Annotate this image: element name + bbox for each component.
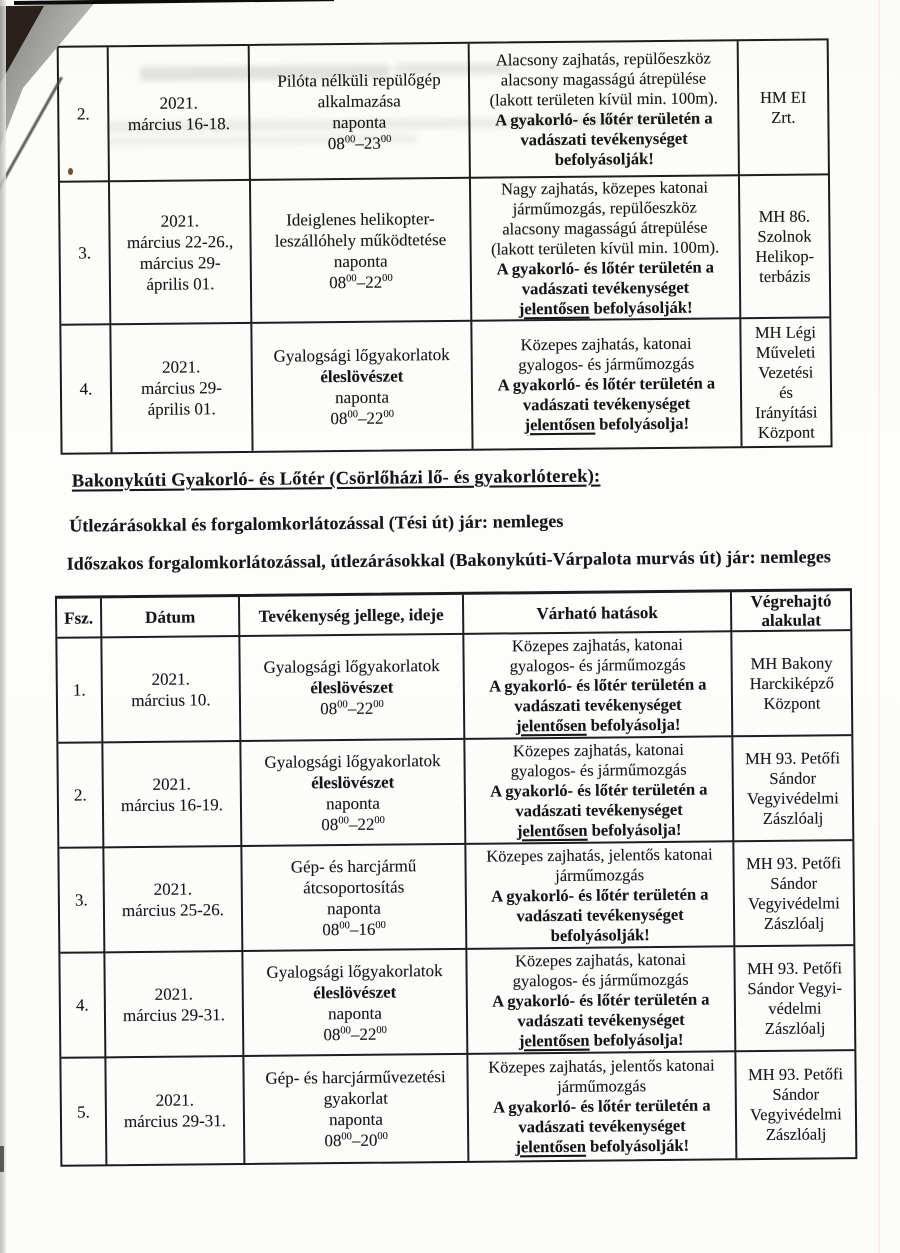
activity-cell [244, 1055, 469, 1163]
text-run: 08 [323, 1024, 341, 1044]
text-run: 16 [358, 919, 376, 939]
scan-speck [68, 168, 73, 175]
text-run: – [350, 1024, 360, 1044]
text-line: vadászati tevékenységet [514, 694, 682, 715]
text-line: naponta [332, 112, 387, 132]
row-number-cell [60, 182, 111, 325]
effects-cell [465, 737, 734, 845]
text-run: 08 [320, 699, 338, 719]
text-line: Szolnok [757, 226, 812, 246]
text-line: Ideiglenes helikopter- [286, 208, 435, 230]
text-line: 2. [73, 785, 87, 805]
text-run: 00 [347, 408, 359, 420]
text-run: – [349, 919, 359, 939]
text-line [524, 413, 689, 435]
text-line: 4. [75, 995, 89, 1015]
text-run: jelentősen [518, 1030, 590, 1050]
text-run: 00 [339, 919, 350, 931]
row-number-cell [59, 848, 105, 953]
text-line: (lakott területen kívül min. 100m). [490, 236, 720, 259]
text-run: – [347, 698, 357, 718]
text-line: éleslövészet [311, 772, 395, 792]
text-line: 2021. [162, 357, 201, 377]
text-run: 00 [346, 272, 357, 284]
unit-cell [733, 736, 852, 842]
text-line: leszállóhely működtetése [274, 229, 447, 251]
text-line: A gyakorló- és lőtér területén a [496, 256, 715, 279]
text-line: március 29-31. [122, 1004, 226, 1025]
text-line [517, 819, 682, 841]
unit-cell [740, 175, 829, 319]
text-line: 2021. [154, 983, 193, 1004]
text-line: Közepes zajhatás, jelentős katonai [486, 843, 713, 866]
effects-cell [464, 632, 733, 740]
text-line: Alacsony zajhatás, repülőeszköz [495, 47, 711, 70]
text-line: MH 86. [758, 206, 811, 226]
text-line: éleslövészet [310, 677, 394, 698]
text-line [324, 1130, 388, 1152]
text-line [323, 1023, 387, 1045]
text-line: vadászati tevékenységet [522, 393, 691, 414]
header-cell [732, 591, 850, 632]
text-line: A gyakorló- és lőtér területén a [490, 779, 708, 801]
row-number-cell [59, 47, 110, 182]
header-cell [240, 595, 464, 637]
text-line: Vezetési [758, 362, 814, 382]
text-line: Zászlóalj [762, 807, 824, 828]
date-cell [105, 952, 244, 1058]
text-line: Sándor [772, 1084, 820, 1104]
text-run: 08 [322, 919, 340, 939]
text-run: 08 [321, 814, 339, 834]
activity-cell [250, 44, 471, 181]
text-line: Közepes zajhatás, jelentős katonai [488, 1055, 715, 1077]
text-line: A gyakorló- és lőtér területén a [491, 884, 709, 906]
text-line: Gyalogsági lőgyakorlatok [263, 656, 440, 677]
text-line: A gyakorló- és lőtér területén a [495, 107, 713, 130]
text-line: Zrt. [771, 107, 796, 127]
text-run: befolyásolják! [585, 1135, 690, 1156]
text-line: 2021. [159, 92, 198, 113]
effects-cell [470, 41, 740, 179]
text-line [329, 271, 393, 293]
text-line: március 29- [140, 378, 222, 398]
text-run: jelentősen [515, 1136, 587, 1157]
text-line [515, 1136, 689, 1158]
text-line: éleslövészet [313, 982, 397, 1002]
text-run: befolyásolja! [589, 1029, 684, 1050]
text-run: 00 [344, 133, 356, 145]
text-run: 08 [324, 1131, 342, 1151]
text-run: 22 [365, 272, 383, 292]
text-run: 22 [366, 408, 384, 428]
unit-cell [741, 318, 830, 446]
text-line: 2021. [155, 1090, 195, 1110]
text-line: március 29-31. [123, 1111, 227, 1132]
row-number-cell [57, 638, 103, 743]
text-line: Zászlóalj [765, 1124, 827, 1144]
activity-cell [242, 845, 467, 952]
text-line: A gyakorló- és lőtér területén a [489, 674, 707, 696]
text-line: naponta [335, 387, 390, 407]
unit-cell [735, 946, 854, 1052]
text-run: 00 [377, 1130, 388, 1143]
text-run: 22 [357, 814, 375, 834]
text-line: Gyalogsági lőgyakorlatok [264, 750, 441, 772]
text-run: 00 [374, 814, 385, 826]
text-line: MH 93. Petőfi [746, 852, 842, 873]
text-line: MH 93. Petőfi [747, 957, 843, 978]
text-run: 00 [375, 919, 386, 931]
row-number-cell [58, 743, 104, 848]
text-line: A gyakorló- és lőtér területén a [492, 989, 710, 1011]
header-cell [57, 598, 102, 638]
text-line: terbázis [759, 266, 811, 286]
text-run: befolyásolja! [586, 714, 681, 735]
text-line [320, 698, 384, 720]
schedule-table-continuation [57, 38, 833, 454]
text-line: 2. [76, 104, 90, 124]
text-line: MH 93. Petőfi [745, 747, 841, 768]
text-line: (lakott területen kívül min. 100m). [489, 87, 718, 110]
text-run: 20 [360, 1130, 378, 1150]
text-line: és [779, 382, 793, 402]
text-line: április 01. [147, 399, 216, 419]
text-line: Gép- és harcjármű [290, 855, 417, 877]
text-line: vadászati tevékenységet [515, 799, 683, 820]
text-line: március 10. [131, 689, 211, 710]
text-line: gyalogos- és járműmozgás [512, 969, 689, 990]
scan-right-edge-streak [878, 0, 880, 1253]
text-run: 00 [376, 1024, 387, 1036]
unit-cell [736, 1051, 855, 1158]
text-line [328, 132, 392, 154]
text-run: befolyásolják! [589, 297, 693, 318]
text-line: védelmi [768, 997, 822, 1018]
text-line: 3. [74, 890, 88, 910]
text-line: befolyásolják! [554, 148, 654, 169]
unit-cell [739, 40, 828, 176]
text-line: MH Légi [754, 321, 816, 342]
unit-cell [734, 841, 853, 947]
text-run: 00 [373, 698, 384, 711]
text-run: 08 [330, 408, 348, 428]
date-cell [109, 46, 251, 182]
text-line: március 16-18. [127, 113, 230, 134]
text-line: 2021. [153, 878, 192, 899]
text-line: vadászati tevékenységet [517, 1009, 685, 1030]
text-line [516, 714, 681, 736]
text-line: Központ [757, 421, 815, 442]
text-line: alkalmazása [317, 90, 401, 111]
text-line: A gyakorló- és lőtér területén a [493, 1095, 711, 1117]
text-run: 00 [337, 699, 348, 711]
text-line: alacsony magasságú átrepülése [502, 217, 708, 238]
text-line: vadászati tevékenységet [518, 1115, 686, 1137]
text-line: Közepes zajhatás, katonai [520, 333, 692, 354]
text-line: Várható hatások [536, 602, 658, 623]
text-line: A gyakorló- és lőtér területén a [497, 372, 716, 395]
text-run: befolyásolja! [595, 413, 690, 434]
text-line: naponta [326, 898, 381, 918]
text-run: 00 [338, 814, 349, 826]
text-line: Közepes zajhatás, katonai [511, 634, 683, 655]
text-line: vadászati tevékenységet [520, 128, 688, 149]
text-line: MH Bakony [750, 652, 833, 673]
text-line: vadászati tevékenységet [516, 904, 684, 925]
text-line: Helikop- [755, 245, 815, 266]
schedule-table [55, 588, 857, 1167]
date-cell [102, 637, 241, 743]
text-line: járműmozgás [555, 864, 645, 885]
effects-cell [472, 319, 742, 449]
text-run: 00 [341, 1131, 352, 1143]
text-line: járműmozgás, repülőeszköz [512, 197, 697, 218]
text-run: 00 [382, 272, 393, 284]
text-line: Sándor [770, 872, 818, 893]
header-cell [464, 592, 732, 635]
text-run: – [348, 814, 358, 834]
text-line [321, 813, 385, 835]
text-line [330, 407, 394, 429]
text-run: 08 [329, 272, 347, 292]
text-line: Közepes zajhatás, katonai [512, 739, 684, 760]
text-run: – [357, 408, 367, 428]
row-number-cell [61, 325, 112, 452]
date-cell [106, 1057, 245, 1164]
header-cell [102, 597, 240, 638]
text-line: Műveleti [755, 341, 816, 362]
text-run: 22 [356, 698, 374, 718]
text-line: Gép- és harcjárművezetési [265, 1067, 446, 1088]
text-line: 5. [76, 1101, 90, 1122]
text-line: március 16-19. [120, 794, 224, 815]
text-line: Központ [763, 692, 821, 713]
text-run: jelentősen [518, 298, 590, 318]
text-line: Közepes zajhatás, katonai [514, 949, 686, 970]
text-line: Sándor Vegyi- [747, 977, 843, 998]
text-line: Pilóta nélküli repülőgép [277, 69, 441, 91]
row-number-cell [61, 1058, 107, 1164]
text-line: naponta [328, 1109, 383, 1130]
text-run: 08 [327, 133, 345, 153]
road-closure-note-2: Időszakos forgalomkorlátozással, útlezárásokkal (Bakonykúti-Várpalota murvás út) jár: nemleges [66, 546, 832, 574]
text-line: gyakorlat [323, 1088, 388, 1109]
text-run: – [356, 272, 366, 292]
activity-cell [241, 740, 466, 847]
activity-cell [240, 635, 465, 742]
text-run: – [351, 1130, 361, 1150]
text-run: 00 [383, 408, 395, 420]
activity-cell [251, 179, 472, 324]
date-cell [104, 847, 243, 953]
text-line: Zászlóalj [763, 912, 825, 933]
text-line: Nagy zajhatás, közepes katonai [500, 177, 709, 198]
text-line: Dátum [145, 606, 196, 627]
text-line: 1. [72, 680, 86, 700]
text-line: Sándor [769, 767, 817, 788]
text-line: 2021. [151, 669, 190, 689]
row-number-cell [60, 953, 106, 1058]
date-cell [111, 324, 253, 452]
text-line: HM EI [759, 87, 807, 107]
text-run: 00 [380, 133, 392, 145]
text-line: vadászati tevékenységet [521, 277, 690, 298]
text-line: éleslövészet [320, 365, 404, 386]
date-cell [110, 181, 252, 325]
text-run: 00 [340, 1024, 351, 1036]
text-line: járműmozgás [557, 1076, 647, 1096]
text-line: Gyalogsági lőgyakorlatok [273, 344, 450, 366]
text-line: Végrehajtó [750, 591, 832, 612]
effects-cell [466, 842, 735, 950]
text-line: március 22-26., [126, 231, 234, 252]
text-line [519, 297, 693, 319]
text-run: jelentősen [524, 414, 596, 434]
text-line: befolyásolják! [550, 924, 650, 945]
text-line: 2021. [160, 210, 200, 231]
scan-left-edge-strip [0, 0, 6, 1253]
text-line: Gyalogsági lőgyakorlatok [266, 960, 443, 982]
text-line: gyalogos- és járműmozgás [509, 654, 686, 675]
text-run: 22 [359, 1024, 377, 1044]
activity-cell [252, 322, 473, 451]
text-line: naponta [333, 251, 388, 271]
effects-cell [471, 176, 741, 322]
text-line: Vegyivédelmi [750, 1104, 842, 1125]
text-line: alacsony magasságú átrepülése [500, 68, 707, 89]
text-line [519, 1029, 684, 1051]
text-run: – [355, 133, 364, 153]
text-run: 23 [363, 133, 381, 153]
text-line: március 29- [139, 252, 221, 273]
date-cell [103, 742, 242, 848]
effects-cell [468, 1052, 737, 1161]
text-line: Vegyivédelmi [748, 892, 840, 913]
text-line: március 25-26. [121, 899, 225, 920]
text-line: 3. [78, 243, 92, 263]
text-line: MH 93. Petőfi [748, 1064, 844, 1085]
text-line: 4. [79, 379, 93, 399]
text-line: alakulat [761, 610, 822, 631]
text-line: gyalogos- és járműmozgás [510, 759, 687, 780]
effects-cell [467, 947, 736, 1055]
activity-cell [243, 950, 468, 1057]
text-line: Fsz. [64, 607, 94, 628]
section-heading: Bakonykúti Gyakorló- és Lőtér (Csörlőházi lő- és gyakorlóterek): [71, 466, 601, 492]
text-line: Vegyivédelmi [746, 787, 839, 808]
text-line [322, 918, 386, 940]
text-line: Zászlóalj [764, 1017, 826, 1038]
text-line: 2021. [152, 773, 191, 794]
unit-cell [732, 631, 851, 737]
text-line: Irányítási [754, 401, 818, 422]
text-line: naponta [325, 793, 380, 813]
text-line: naponta [327, 1003, 382, 1023]
text-run: befolyásolja! [587, 819, 682, 840]
text-run: jelentősen [516, 820, 588, 840]
text-line: átcsoportosítás [303, 876, 405, 897]
text-line: április 01. [146, 273, 215, 294]
text-line: Harckiképző [749, 672, 835, 693]
scan-bottom-left-mark [0, 1146, 4, 1172]
text-line: gyalogos- és járműmozgás [518, 353, 695, 374]
text-line: Tevékenység jellege, ideje [258, 604, 444, 626]
road-closure-note-1: Útlezárásokkal és forgalomkorlátozással (Tési út) jár: nemleges [69, 510, 564, 536]
text-run: jelentősen [515, 715, 587, 735]
